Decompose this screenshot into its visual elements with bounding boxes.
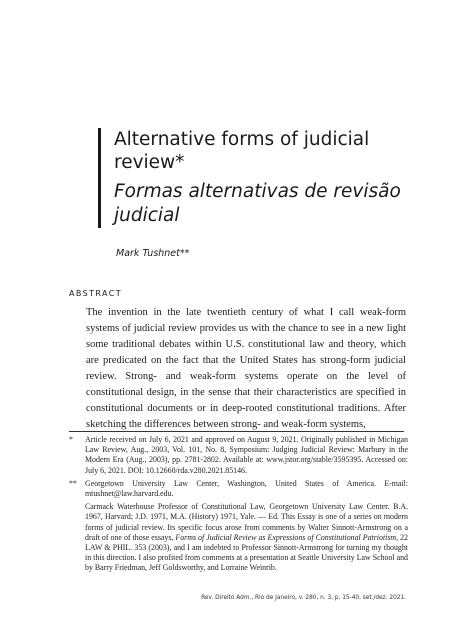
author-name: Mark Tushnet** xyxy=(116,248,190,259)
essay-title: Forms of Judicial Review as Expressions of Constitutional Patriotism xyxy=(175,532,397,542)
article-title-portuguese: Formas alternativas de revisão judicial xyxy=(114,181,401,226)
bio-text-continued: , 22 LAW & PHIL. 353 (2003), and I am indebted to Professor Sinnott-Armstrong for turning my thought in this direction. I also profited from comments at a presentation at Seattle University Law School and by Barry Friedman, Jeff Goldsworthy, and Lorraine Weinrib. xyxy=(85,532,409,573)
abstract-heading: ABSTRACT xyxy=(69,289,123,298)
footnote xyxy=(69,479,408,499)
footnote xyxy=(69,435,408,476)
footnote-text: Article received on July 6, 2021 and approved on August 9, 2021. Originally published in Michigan Law Review, Aug., 2003, Vol. 101, No. 8, Symposium: Judging Judicial Review: Marbury in the Modern Era (Aug., 2003), pp. 2781-2802. Available at: www.jstor.org/stable/3595395. Accessed on: July 6, 2021. DOI: 10.12660/rda.v280.2021.85146. xyxy=(85,435,408,475)
bio-text: Carmack Waterhouse Professor of Constitutional Law, Georgetown University Law Center. B.A. 1967, Harvard; J.D. 1971, M.A. (History) 1971, Yale. — Ed. This Essay is one of a series on modern forms of judicial review. Its specific focus arose from comments by Walter Sinnott-Armstrong on a draft of one of those essays, xyxy=(85,502,408,542)
footnote-divider xyxy=(69,431,404,432)
footnotes xyxy=(69,435,408,574)
footnote-mark: * xyxy=(69,435,73,444)
abstract-text: The invention in the late twentieth century of what I call weak-form systems of judicial review provides us with the chance to see in a new light some traditional debates within U.S. constitutional law and theory, which are predicated on the fact that the United States has strong-form judicial review. Strong- and weak-form systems operate on the level of constitutional design, in the sense that their characteristics are specified in constitutional documents or in deep-rooted constitutional traditions. After sketching the differences between strong- and weak-form systems, xyxy=(86,307,406,430)
author-bio-note xyxy=(85,502,408,573)
footnote-text: Georgetown University Law Center, Washington, United States of America. E-mail: mtushnet@law.harvard.edu. xyxy=(85,478,408,499)
journal-citation-footer: Rev. Direito Adm., Rio de Janeiro, v. 280, n. 3, p. 15-40, set./dez. 2021. xyxy=(201,595,406,601)
title-block xyxy=(98,128,434,228)
footnote-mark: ** xyxy=(69,478,77,488)
article-title-english: Alternative forms of judicial review* xyxy=(114,129,370,173)
